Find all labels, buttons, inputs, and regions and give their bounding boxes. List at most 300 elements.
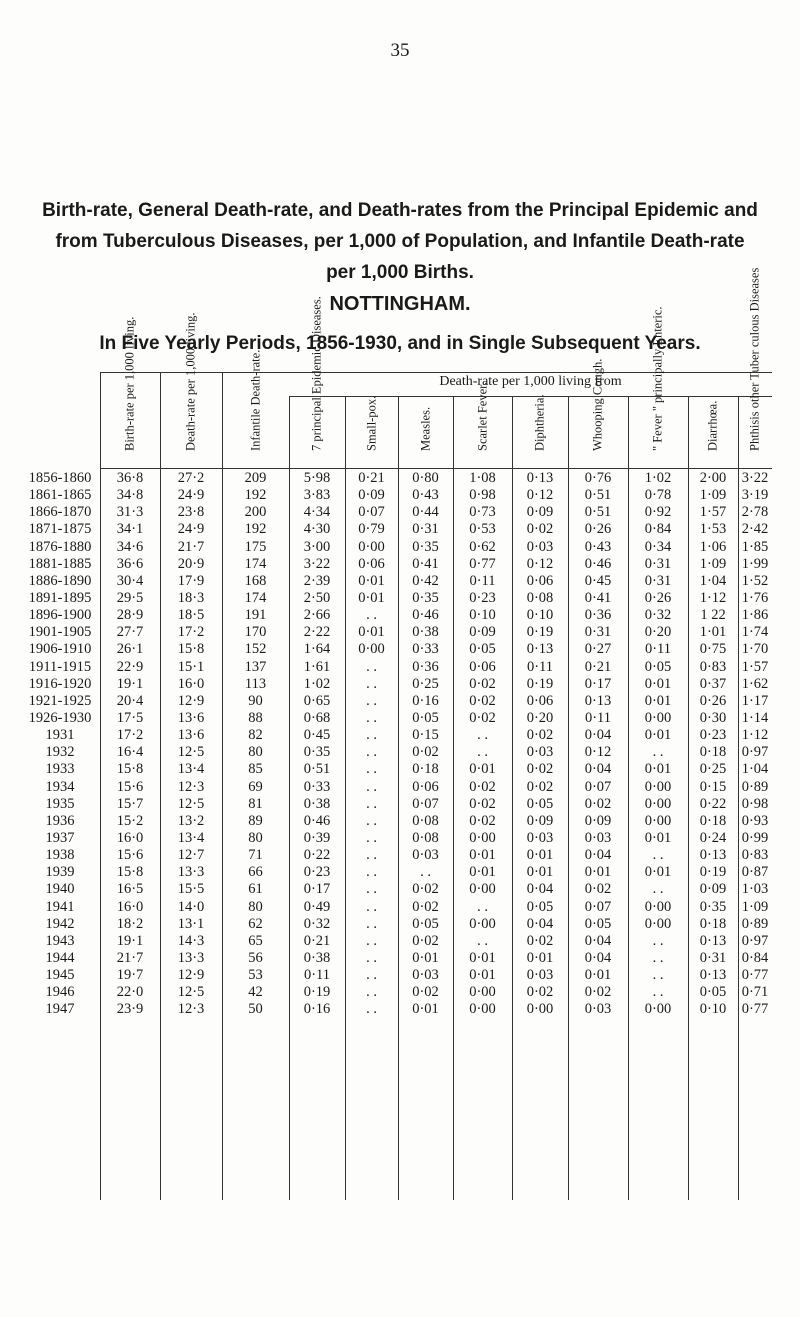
table-cell: 0·02 (584, 984, 612, 1001)
period-label: 1931 (45, 727, 75, 744)
table-cell: 0·13 (526, 470, 554, 486)
table-cell: 0·00 (644, 915, 672, 932)
table-cell: 0·09 (526, 812, 554, 829)
table-cell: 0·04 (526, 915, 554, 932)
table-cell: 200 (244, 504, 267, 521)
table-top-rule (100, 372, 772, 373)
period-label: 1856-1860 (28, 470, 92, 486)
table-cell: 0·10 (699, 1001, 727, 1018)
table-cell: 34·1 (116, 521, 144, 538)
table-cell: 0·13 (699, 967, 727, 984)
table-cell: 3·22 (741, 470, 769, 486)
table-cell: 36·8 (116, 470, 144, 486)
period-label: 1906-1910 (28, 641, 92, 658)
table-cell: 1·57 (741, 658, 769, 675)
table-cell: 0·01 (412, 949, 439, 966)
table-row (20, 899, 772, 916)
table-row (20, 847, 772, 864)
table-cell: 0·09 (358, 487, 385, 504)
table-cell: 20·9 (177, 555, 205, 572)
table-row (20, 984, 772, 1001)
table-cell: 0·98 (741, 795, 769, 812)
table-cell: 192 (244, 487, 267, 504)
table-cell: 1·02 (303, 675, 331, 692)
table-cell: 0·51 (303, 761, 331, 778)
table-cell: 4·30 (303, 521, 331, 538)
table-cell: 62 (248, 915, 263, 932)
table-cell: . . (366, 847, 377, 864)
table-cell: . . (366, 949, 377, 966)
table-cell: 0·05 (469, 641, 496, 658)
table-cell: 0·13 (584, 692, 612, 709)
table-cell: 3·00 (303, 538, 331, 555)
table-row (20, 1001, 772, 1018)
table-cell: 15·6 (116, 847, 144, 864)
table-cell: 0·05 (584, 915, 612, 932)
table-cell: 0·05 (699, 984, 727, 1001)
table-cell: 0·02 (526, 984, 554, 1001)
table-cell: 0·02 (412, 984, 439, 1001)
table-cell: . . (366, 881, 377, 898)
table-cell: 0·07 (412, 795, 439, 812)
table-row (20, 916, 772, 933)
table-cell: 0·11 (526, 658, 554, 675)
period-label: 1891-1895 (28, 589, 92, 606)
table-cell: 0·53 (469, 521, 496, 538)
table-cell: 0·00 (644, 1001, 672, 1018)
table-cell: 0·45 (303, 727, 331, 744)
table-cell: 0·38 (412, 624, 439, 641)
table-cell: 0·03 (412, 847, 439, 864)
table-row (20, 950, 772, 967)
table-cell: 0·15 (699, 778, 727, 795)
table-cell: 0·23 (699, 727, 727, 744)
table-cell: 0·32 (644, 607, 672, 624)
table-cell: 3·19 (741, 487, 769, 504)
table-cell: 0·76 (584, 470, 612, 486)
table-cell: 0·06 (358, 555, 385, 572)
table-cell: 0·22 (699, 795, 727, 812)
table-cell: 0·77 (741, 967, 769, 984)
table-cell: 0·02 (526, 521, 554, 538)
table-cell: 0·01 (644, 829, 672, 846)
page-number: 35 (390, 40, 410, 61)
table-cell: 12·9 (177, 692, 205, 709)
table-cell: 28·9 (116, 607, 144, 624)
table-cell: 0·00 (469, 984, 496, 1001)
table-cell: 16·0 (177, 675, 205, 692)
table-cell: 0·89 (741, 778, 769, 795)
table-cell: . . (652, 847, 664, 864)
table-cell: 0·09 (584, 812, 612, 829)
period-label: 1936 (45, 812, 75, 829)
period-label: 1940 (45, 881, 75, 898)
table-row (20, 796, 772, 813)
table-cell: 0·75 (699, 641, 727, 658)
period-label: 1947 (45, 1001, 75, 1018)
table-cell: 3·83 (303, 487, 331, 504)
table-cell: 23·9 (116, 1001, 144, 1018)
table-cell: 13·3 (177, 864, 205, 881)
table-cell: 0·31 (699, 949, 727, 966)
table-cell: 0·03 (526, 538, 554, 555)
table-cell: 0·31 (644, 572, 672, 589)
table-cell: 0·08 (412, 812, 439, 829)
table-cell: 1·62 (741, 675, 769, 692)
table-cell: 16·0 (116, 829, 144, 846)
table-cell: 1·86 (741, 607, 769, 624)
table-cell: 0·26 (584, 521, 612, 538)
table-cell: 0·42 (412, 572, 439, 589)
table-cell: 0·68 (303, 709, 331, 726)
table-cell: 12·3 (177, 1001, 205, 1018)
table-cell: 0·23 (469, 589, 496, 606)
table-row (20, 641, 772, 658)
table-cell: . . (366, 744, 377, 761)
table-cell: 12·5 (177, 744, 205, 761)
table-cell: 0·35 (412, 538, 439, 555)
table-cell: 0·00 (358, 641, 385, 658)
table-cell: 0·21 (303, 932, 331, 949)
table-cell: . . (652, 984, 664, 1001)
table-cell: 0·97 (741, 744, 769, 761)
table-cell: 1·17 (741, 692, 769, 709)
table-cell: 0·25 (412, 675, 439, 692)
table-cell: 174 (244, 555, 267, 572)
table-cell: 1·02 (644, 470, 672, 486)
table-cell: 90 (248, 692, 263, 709)
table-row (20, 487, 772, 504)
table-row (20, 521, 772, 538)
table-cell: . . (366, 915, 377, 932)
table-cell: 0·98 (469, 487, 496, 504)
table-cell: 168 (244, 572, 267, 589)
table-cell: 0·38 (303, 795, 331, 812)
table-cell: 21·7 (116, 949, 144, 966)
period-label: 1881-1885 (28, 555, 92, 572)
table-cell: 0·15 (412, 727, 439, 744)
table-cell: 0·00 (644, 812, 672, 829)
table-cell: 2·50 (303, 589, 331, 606)
table-row (20, 779, 772, 796)
table-cell: 0·10 (469, 607, 496, 624)
table-cell: 0·84 (644, 521, 672, 538)
table-cell: 0·02 (469, 709, 496, 726)
table-cell: 14·0 (177, 898, 205, 915)
table-cell: 2·42 (741, 521, 769, 538)
table-cell: 13·6 (177, 727, 205, 744)
table-cell: 2·22 (303, 624, 331, 641)
table-cell: 0·35 (699, 898, 727, 915)
period-label: 1946 (45, 984, 75, 1001)
table-cell: 0·00 (526, 1001, 554, 1018)
table-row (20, 470, 772, 487)
column-header (398, 400, 453, 466)
table-cell: 66 (248, 864, 263, 881)
table-cell: 1·14 (741, 709, 769, 726)
table-cell: 0·02 (469, 778, 496, 795)
table-cell: 20·4 (116, 692, 144, 709)
table-row (20, 727, 772, 744)
table-cell: 0·01 (358, 589, 385, 606)
table-cell: 65 (248, 932, 263, 949)
table-cell: 0·19 (526, 675, 554, 692)
table-cell: 13·6 (177, 709, 205, 726)
table-cell: . . (420, 864, 431, 881)
table-cell: 0·04 (584, 949, 612, 966)
period-label: 1876-1880 (28, 538, 92, 555)
table-cell: . . (366, 967, 377, 984)
table-cell: 0·05 (412, 915, 439, 932)
table-cell: 0·01 (469, 967, 496, 984)
table-cell: . . (652, 967, 664, 984)
table-cell: 80 (248, 829, 263, 846)
table-cell: 81 (248, 795, 263, 812)
table-cell: 0·05 (526, 795, 554, 812)
table-cell: 34·6 (116, 538, 144, 555)
period-label: 1932 (45, 744, 75, 761)
table-cell: 170 (244, 624, 267, 641)
table-cell: 22·0 (116, 984, 144, 1001)
table-cell: 0·05 (412, 709, 439, 726)
table-cell: 0·18 (699, 744, 727, 761)
table-cell: 0·45 (584, 572, 612, 589)
table-cell: 0·03 (526, 967, 554, 984)
table-cell: 0·26 (699, 692, 727, 709)
table-cell: 0·31 (584, 624, 612, 641)
table-cell: 0·26 (644, 589, 672, 606)
table-cell: 22·9 (116, 658, 144, 675)
table-cell: 1·12 (699, 589, 727, 606)
table-cell: 0·65 (303, 692, 331, 709)
table-cell: 1 22 (700, 607, 726, 624)
table-cell: 13·4 (177, 761, 205, 778)
table-cell: 82 (248, 727, 263, 744)
table-cell: 0·01 (584, 967, 612, 984)
table-cell: 0·13 (526, 641, 554, 658)
table-cell: 0·73 (469, 504, 496, 521)
table-cell: 0·93 (741, 812, 769, 829)
table-cell: . . (366, 709, 377, 726)
table-cell: 18·3 (177, 589, 205, 606)
table-cell: 0·01 (644, 864, 672, 881)
table-cell: 0·12 (526, 487, 554, 504)
table-cell: 42 (248, 984, 263, 1001)
period-label: 1939 (45, 864, 75, 881)
table-cell: 85 (248, 761, 263, 778)
table-cell: 80 (248, 744, 263, 761)
table-cell: 0·37 (699, 675, 727, 692)
table-cell: 0·03 (526, 744, 554, 761)
period-label: 1933 (45, 761, 75, 778)
column-header-label: Death-rate per 1,000 living. (183, 312, 198, 451)
table-cell: 23·8 (177, 504, 205, 521)
period-label: 1943 (45, 932, 75, 949)
table-cell: 0·23 (303, 864, 331, 881)
table-cell: 1·57 (699, 504, 727, 521)
place-name: NOTTINGHAM. (329, 293, 471, 315)
table-cell: 2·78 (741, 504, 769, 521)
table-cell: 0·12 (584, 744, 612, 761)
table-cell: 0·01 (644, 692, 672, 709)
table-cell: 0·20 (644, 624, 672, 641)
table-row (20, 761, 772, 778)
period-label: 1944 (45, 949, 75, 966)
table-row (20, 573, 772, 590)
column-header-label: Diphtheria. (532, 394, 547, 451)
table-cell: 0·01 (358, 572, 385, 589)
table-cell: 0·07 (358, 504, 385, 521)
table-cell: 0·11 (303, 967, 331, 984)
table-row (20, 830, 772, 847)
table-cell: 0·32 (303, 915, 331, 932)
table-cell: 36·6 (116, 555, 144, 572)
table-cell: 89 (248, 812, 263, 829)
table-cell: 15·1 (177, 658, 205, 675)
table-cell: . . (652, 949, 664, 966)
table-cell: 0·31 (412, 521, 439, 538)
table-cell: 0·17 (584, 675, 612, 692)
table-cell: 0·44 (412, 504, 439, 521)
table-cell: 0·16 (412, 692, 439, 709)
table-cell: 0·01 (526, 847, 554, 864)
table-row (20, 659, 772, 676)
period-label: 1896-1900 (28, 607, 92, 624)
table-cell: 0·02 (526, 932, 554, 949)
table-cell: 0·09 (469, 624, 496, 641)
table-cell: 0·51 (584, 504, 612, 521)
table-cell: 0·01 (644, 675, 672, 692)
table-cell: . . (652, 744, 664, 761)
table-cell: 0·46 (584, 555, 612, 572)
table-cell: 0·21 (358, 470, 385, 486)
period-label: 1938 (45, 847, 75, 864)
table-cell: . . (477, 898, 488, 915)
table-cell: 0·02 (526, 778, 554, 795)
table-cell: 0·09 (526, 504, 554, 521)
period-label: 1945 (45, 967, 75, 984)
table-cell: 0·78 (644, 487, 672, 504)
table-cell: 0·00 (469, 881, 496, 898)
table-cell: 0·02 (412, 744, 439, 761)
table-cell: 0·77 (469, 555, 496, 572)
table-cell: 17·5 (116, 709, 144, 726)
table-cell: 191 (244, 607, 267, 624)
table-row (20, 710, 772, 727)
table-cell: 17·2 (116, 727, 144, 744)
table-cell: 0·06 (412, 778, 439, 795)
table-cell: 0·00 (358, 538, 385, 555)
table-cell: 0·31 (644, 555, 672, 572)
table-cell: 24·9 (177, 487, 205, 504)
table-cell: 0·02 (469, 692, 496, 709)
table-row (20, 881, 772, 898)
table-row (20, 864, 772, 881)
table-cell: 16·5 (116, 881, 144, 898)
period-label: 1935 (45, 795, 75, 812)
table-cell: 0·06 (469, 658, 496, 675)
table-cell: 0·16 (303, 1001, 331, 1018)
table-cell: 0·11 (644, 641, 672, 658)
table-cell: 13·2 (177, 812, 205, 829)
table-cell: 0·01 (644, 761, 672, 778)
column-header (289, 296, 345, 466)
table-cell: 18·2 (116, 915, 144, 932)
table-cell: 15·8 (116, 864, 144, 881)
table-cell: 0·03 (584, 1001, 612, 1018)
table-cell: 26·1 (116, 641, 144, 658)
table-cell: 12·3 (177, 778, 205, 795)
table-cell: . . (366, 675, 377, 692)
column-header-label: Whooping Cough. (590, 358, 605, 451)
table-cell: 0·46 (412, 607, 439, 624)
table-cell: 0·02 (469, 675, 496, 692)
table-cell: 0·38 (303, 949, 331, 966)
column-header-label: Birth-rate per 1,000 living. (122, 316, 137, 451)
table-cell: 0·21 (584, 658, 612, 675)
table-cell: 19·7 (116, 967, 144, 984)
table-cell: 15·5 (177, 881, 205, 898)
table-cell: 0·09 (699, 881, 727, 898)
table-cell: 0·04 (584, 727, 612, 744)
table-cell: 0·79 (358, 521, 385, 538)
table-cell: 0·01 (584, 864, 612, 881)
table-cell: 0·17 (303, 881, 331, 898)
table-cell: 71 (248, 847, 263, 864)
column-header-label: Measles. (418, 406, 432, 451)
period-label: 1942 (45, 915, 75, 932)
table-cell: 0·87 (741, 864, 769, 881)
table-cell: 0·33 (412, 641, 439, 658)
table-cell: 0·02 (526, 761, 554, 778)
table-cell: 0·36 (412, 658, 439, 675)
table-cell: 1·61 (303, 658, 331, 675)
table-cell: 16·0 (116, 898, 144, 915)
column-header-label: 7 principal Epidemic Diseases. (309, 296, 324, 451)
table-cell: 0·19 (699, 864, 727, 881)
column-header-label: Phthisis other Tuber culous Diseases (747, 267, 762, 451)
table-cell: . . (477, 744, 488, 761)
column-header-label: " Fever " principally Enteric. (650, 306, 665, 451)
table-cell: 4·34 (303, 504, 331, 521)
table-cell: 0·00 (644, 898, 672, 915)
table-cell: 0·24 (699, 829, 727, 846)
table-cell: . . (366, 658, 377, 675)
table-cell: 0·02 (412, 881, 439, 898)
table-cell: 0·02 (526, 727, 554, 744)
column-header (512, 394, 568, 466)
table-cell: 0·00 (469, 1001, 496, 1018)
table-cell: 0·25 (699, 761, 727, 778)
table-cell: 1·09 (741, 898, 769, 915)
table-cell: 0·01 (358, 624, 385, 641)
table-cell: 0·36 (584, 607, 612, 624)
table-cell: 0·27 (584, 641, 612, 658)
table-cell: 0·46 (303, 812, 331, 829)
column-header (568, 358, 628, 466)
table-cell: 0·12 (526, 555, 554, 572)
table-cell: 0·41 (412, 555, 439, 572)
table-cell: 0·83 (741, 847, 769, 864)
table-cell: 0·39 (303, 829, 331, 846)
table-cell: 29·5 (116, 589, 144, 606)
column-header-label: Scarlet Fever. (475, 382, 489, 451)
column-header (345, 395, 398, 466)
table-cell: 27·7 (116, 624, 144, 641)
period-label: 1921-1925 (28, 692, 92, 709)
table-cell: 0·18 (699, 812, 727, 829)
column-header (628, 306, 688, 466)
